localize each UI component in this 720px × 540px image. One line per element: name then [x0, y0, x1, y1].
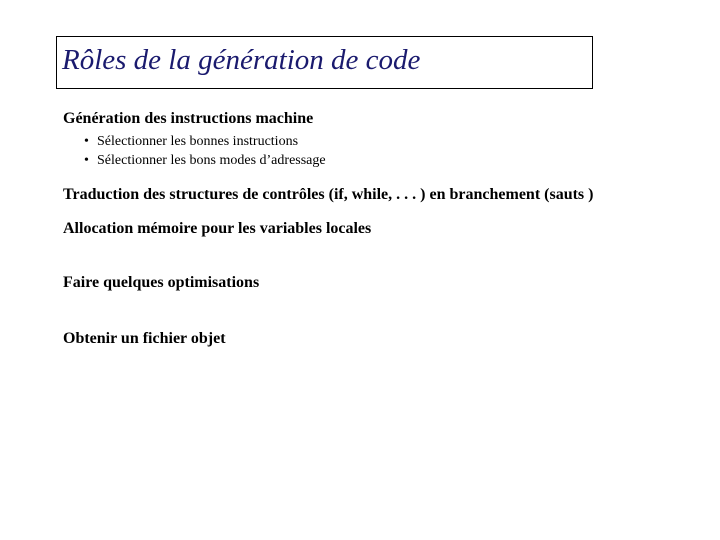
section-control-structures — [63, 184, 623, 205]
bullet-text: Sélectionner les bonnes instructions — [97, 134, 299, 149]
bullet-list — [63, 132, 623, 170]
bullet-item — [84, 132, 623, 151]
section-memory-allocation — [63, 218, 623, 239]
section-instruction-generation — [63, 108, 623, 170]
section-object-file — [63, 328, 623, 349]
section-heading: Traduction des structures de contrôles (if, while, . . . ) en branchement (sauts ) — [63, 186, 594, 203]
slide-title: Rôles de la génération de code — [62, 44, 421, 76]
bullet-dot-icon: • — [84, 134, 89, 149]
section-heading: Génération des instructions machine — [63, 110, 314, 127]
bullet-dot-icon: • — [84, 153, 89, 168]
slide-title-box — [56, 36, 593, 89]
bullet-text: Sélectionner les bons modes d’adressage — [97, 153, 326, 168]
section-heading: Obtenir un fichier objet — [63, 330, 226, 347]
section-heading: Faire quelques optimisations — [63, 274, 260, 291]
bullet-item — [84, 151, 623, 170]
slide-content — [63, 108, 623, 349]
section-heading: Allocation mémoire pour les variables locales — [63, 220, 372, 237]
section-optimisations — [63, 272, 623, 293]
